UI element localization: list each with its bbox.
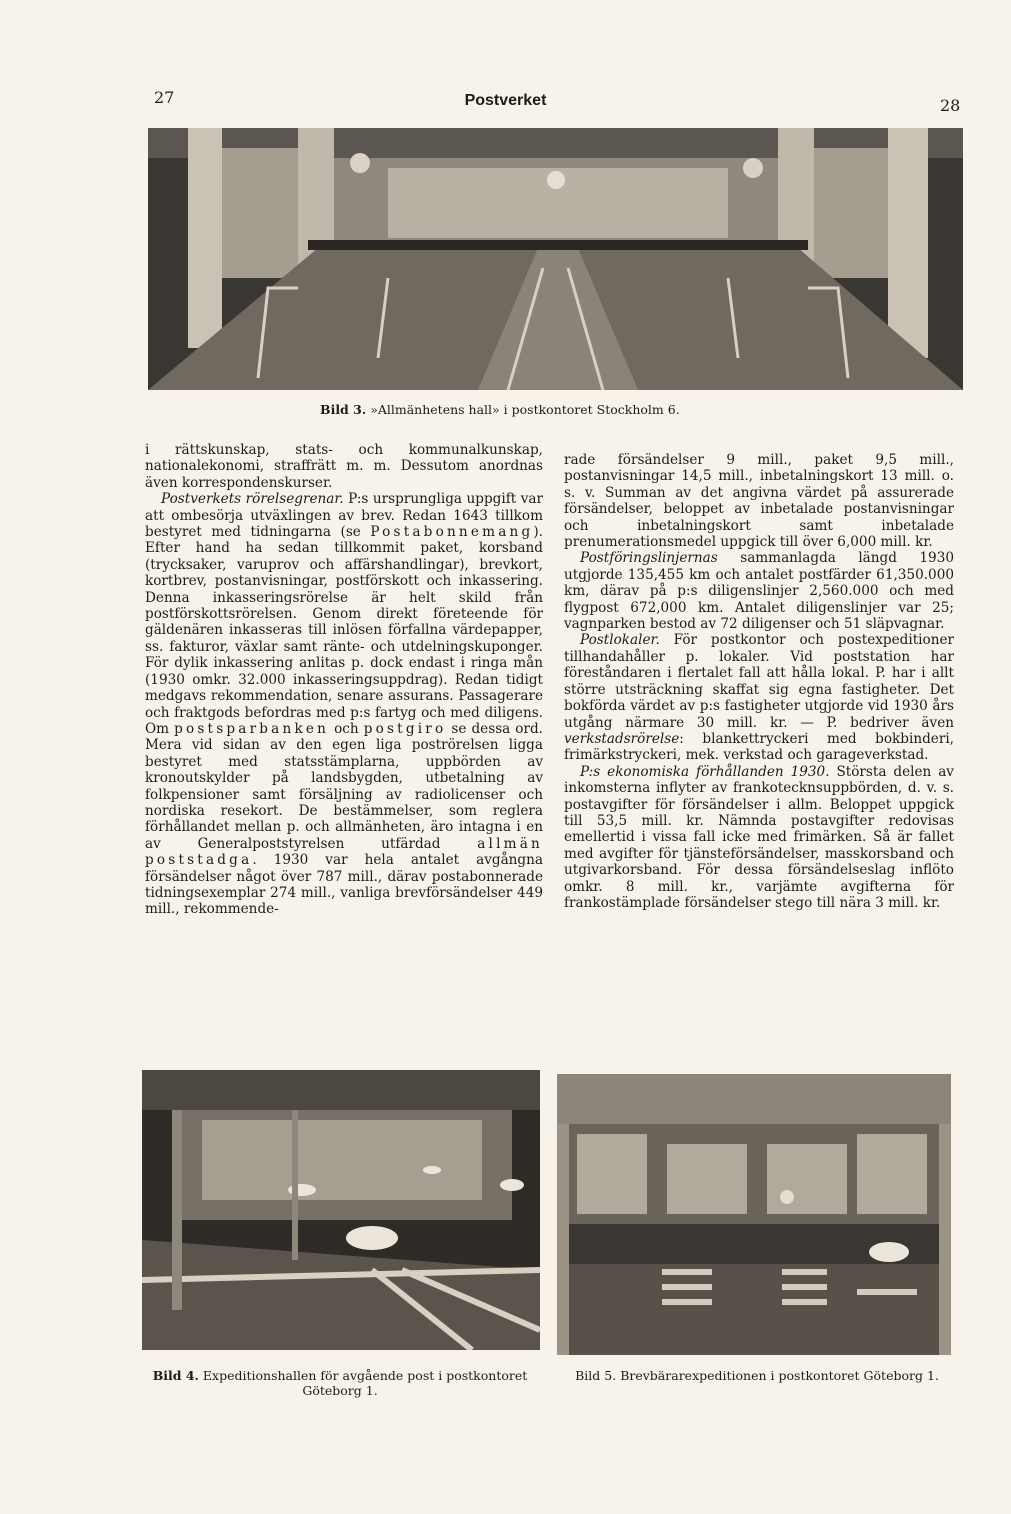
photo-dispatch-hall (142, 1070, 540, 1350)
text-run: För postkontor och postexpeditioner tillhandahåller p. lokaler. Vid poststation har föreståndaren i flertalet fall att hålla lokal. P. har i allt större utsträckning skaffat sig egna fastigheter. Det bokförda värdet av p:s fastigheter utgjorde vid 1930 års utgång närmare 30 mill. kr. — P. bedriver även (564, 632, 954, 731)
cross-reference: Postabonnemang (370, 524, 534, 541)
text-run: ). Efter hand ha sedan tillkommit paket, korsband (trycksaker, varuprov och affärshandlingar), brevkort, kortbrev, postanvisningar, postförskott och inkassering. Denna inkasseringsrörelse är helt skild från postförskottsrörelsen. Genom direkt företeende för gäldenären inkasseras till inlösen förfallna värdepapper, ss. fakturor, växlar samt ränte- och utdelningskuponger. För dylik inkassering anlitas p. dock endast i ringa mån (1930 omkr. 32.000 inkasseringsuppdrag). Redan tidigt medgavs rekommendation, senare assurans. Passagerare och fraktgods befordras med p:s fartyg och med diligens. Om (145, 524, 543, 737)
figure-label: Bild 4. (152, 1368, 199, 1383)
photo-letter-carrier-office (557, 1074, 951, 1355)
text-run: Största delen av inkomsterna inflyter av frankotecknsuppbörden, d. v. s. postavgifter för försändelser i allm. Beloppet uppgick till 53,5 mill. kr. Nämnda postavgifter redovisas emellertid i vissa fall icke med frimärken. Så är fallet med avgifter för tjänsteförsändelser, masskorsband och utgivarkorsband. För dessa försändelseslag inflöto omkr. 8 mill. kr., varjämte avgifterna för frankostämplade försändelser stego till nära 3 mill. kr. (564, 763, 954, 911)
text-run: P:s ursprungliga uppgift var att ombesörja utväxlingen av brev. Redan 1643 tillkom bestyret med tidningarna (se (145, 491, 543, 541)
text-column-right (564, 452, 954, 911)
figure-caption-text: »Allmänhetens hall» i postkontoret Stockholm 6. (370, 402, 680, 417)
paragraph: i rättskunskap, stats- och kommunalkunskap, nationalekonomi, straffrätt m. m. Dessutom anordnas även korrespondenskurser. (145, 442, 543, 491)
figure-caption-5 (572, 1368, 942, 1383)
cross-reference: postgiro (363, 720, 447, 737)
section-heading: Postföringslinjernas (580, 550, 718, 567)
paragraph (145, 491, 543, 918)
section-heading: P:s ekonomiska förhållanden 1930. (580, 763, 830, 780)
photo-public-hall (148, 128, 963, 390)
section-heading: Postverkets rörelsegrenar. (161, 491, 344, 508)
text-run: och (329, 720, 364, 737)
figure-caption-text: Expeditionshallen för avgående post i postkontoret Göteborg 1. (202, 1368, 528, 1398)
figure-caption-text: Brevbärarexpeditionen i postkontoret Göteborg 1. (620, 1368, 939, 1383)
section-heading: Postlokaler. (580, 632, 660, 649)
paragraph (564, 550, 954, 632)
paragraph (564, 632, 954, 763)
figure-label: Bild 3. (320, 402, 367, 417)
emphasis: verkstadsrörelse (564, 730, 680, 747)
figure-label: Bild 5. (575, 1368, 617, 1383)
page-number-left: 27 (154, 88, 175, 107)
text-run: se dessa ord. Mera vid sidan av den egen liga poströrelsen ligga bestyret med statsstämplarna, uppbörden av kronoutskylder på landsbygden, utbetalning av folkpensioner samt försäljning av radiolicenser och nordiska resekort. De bestämmelser, som reglera förhållandet mellan p. och allmänheten, äro intagna i en av Generalpoststyrelsen utfärdad (145, 720, 544, 852)
paragraph (564, 764, 954, 912)
text-column-left (145, 442, 543, 918)
paragraph: rade försändelser 9 mill., paket 9,5 mill., postanvisningar 14,5 mill., inbetalningskort 13 mill. o. s. v. Summan av det angivna värdet på assurerade försändelser, beloppet av inbetalade postanvisningar och inbetalningskort samt inbetalade prenumerationsmedel uppgick till över 6,000 mill. kr. (564, 452, 954, 551)
text-run: . 1930 var hela antalet avgångna försändelser något över 787 mill., därav postabonnerade tidningsexemplar 274 mill., vanliga brevförsändelser 449 mill., rekommende- (145, 852, 543, 918)
cross-reference: allmän poststadga (145, 835, 543, 869)
figure-caption-4 (140, 1368, 540, 1398)
text-run: sammanlagda längd 1930 utgjorde 135,455 km och antalet postfärder 61,350.000 km, därav på p:s diligenslinjer 2,560.000 och med flygpost 672,000 km. Antalet diligenslinjer var 25; vagnparken bestod av 72 diligenser och 51 släpvagnar. (564, 550, 954, 633)
page-number-right: 28 (940, 96, 961, 115)
running-head: Postverket (464, 92, 547, 109)
cross-reference: postsparbanken (174, 720, 330, 737)
figure-caption-3 (320, 402, 800, 417)
text-run: : blankettryckeri med bokbinderi, frimärkstryckeri, mek. verkstad och garageverkstad. (564, 730, 954, 764)
